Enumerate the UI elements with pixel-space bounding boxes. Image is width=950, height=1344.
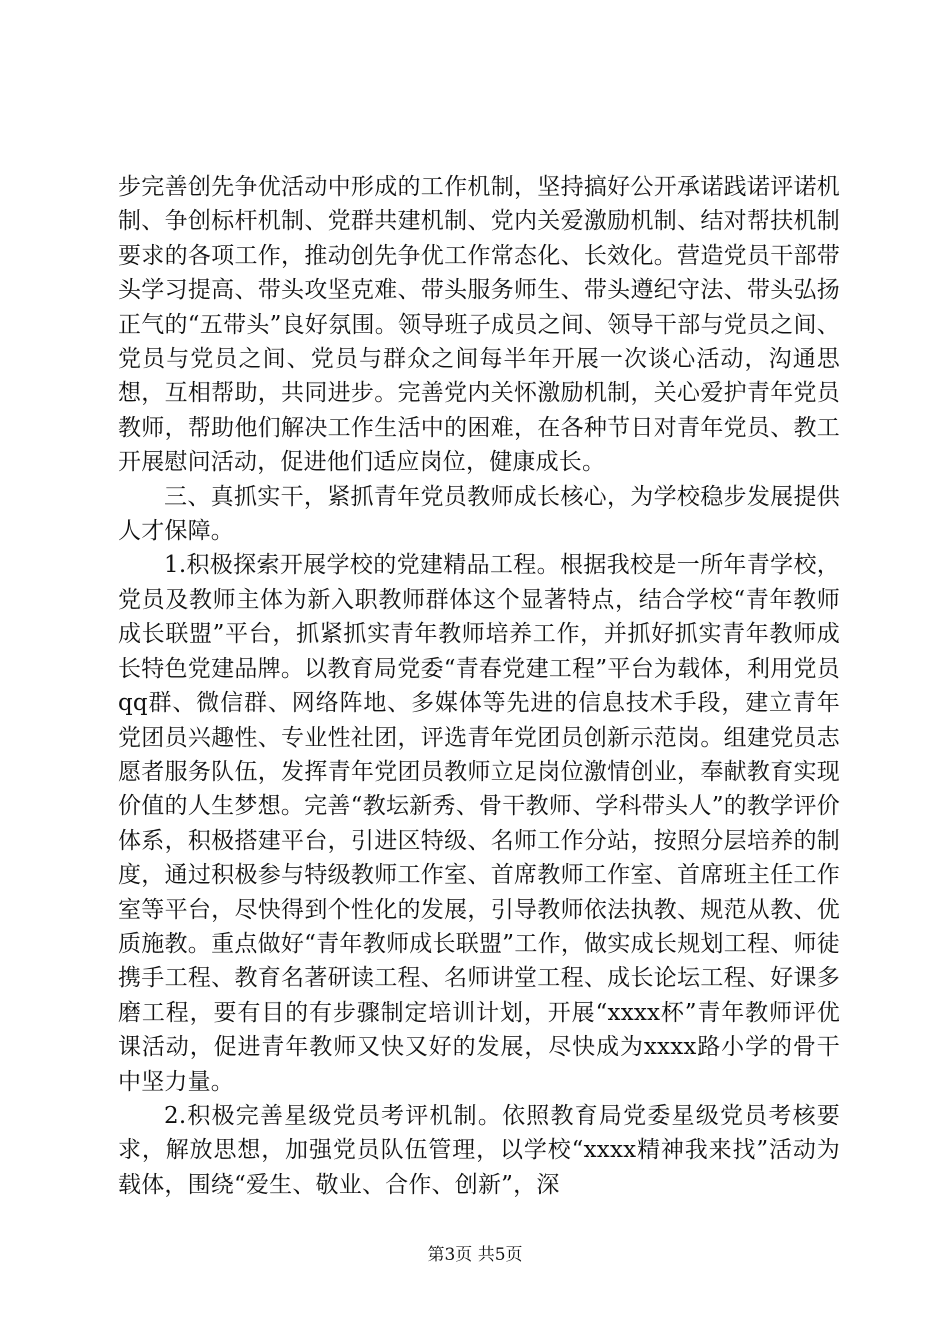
document-body [118, 170, 840, 1202]
paragraph-1: 步完善创先争优活动中形成的工作机制，坚持搞好公开承诺践诺评诺机制、争创标杆机制、党群共建机制、党内关爱激励机制、结对帮扶机制要求的各项工作，推动创先争优工作常态化、长效化。营造党员干部带头学习提高、带头攻坚克难、带头服务师生、带头遵纪守法、带头弘扬正气的“五带头”良好氛围。领导班子成员之间、领导干部与党员之间、党员与党员之间、党员与群众之间每半年开展一次谈心活动，沟通思想，互相帮助，共同进步。完善党内关怀激励机制，关心爱护青年党员教师，帮助他们解决工作生活中的困难，在各种节日对青年党员、教工开展慰问活动，促进他们适应岗位，健康成长。 [118, 174, 840, 476]
paragraph-2-section-heading: 三、真抓实干，紧抓青年党员教师成长核心，为学校稳步发展提供人才保障。 [118, 483, 840, 545]
page-footer [0, 1244, 950, 1266]
page-number-indicator: 第3页 共5页 [427, 1245, 523, 1265]
paragraph-3-item-1: 1.积极探索开展学校的党建精品工程。根据我校是一所年青学校，党员及教师主体为新入职教师群体这个显著特点，结合学校“青年教师成长联盟”平台，抓紧抓实青年教师培养工作，并抓好抓实青年教师成长特色党建品牌。以教育局党委“青春党建工程”平台为载体，利用党员qq群、微信群、网络阵地、多媒体等先进的信息技术手段，建立青年党团员兴趣性、专业性社团，评选青年党团员创新示范岗。组建党员志愿者服务队伍，发挥青年党团员教师立足岗位激情创业，奉献教育实现价值的人生梦想。完善“教坛新秀、骨干教师、学科带头人”的教学评价体系，积极搭建平台，引进区特级、名师工作分站，按照分层培养的制度，通过积极参与特级教师工作室、首席教师工作室、首席班主任工作室等平台，尽快得到个性化的发展，引导教师依法执教、规范从教、优质施教。重点做好“青年教师成长联盟”工作，做实成长规划工程、师徒携手工程、教育名著研读工程、名师讲堂工程、成长论坛工程、好课多磨工程，要有目的有步骤制定培训计划，开展“xxxx杯”青年教师评优课活动，促进青年教师又快又好的发展，尽快成为xxxx路小学的骨干中坚力量。 [118, 552, 840, 1095]
paragraph-4-item-2: 2.积极完善星级党员考评机制。依照教育局党委星级党员考核要求，解放思想，加强党员队伍管理，以学校“xxxx精神我来找”活动为载体，围绕“爱生、敬业、合作、创新”，深 [118, 1102, 840, 1198]
